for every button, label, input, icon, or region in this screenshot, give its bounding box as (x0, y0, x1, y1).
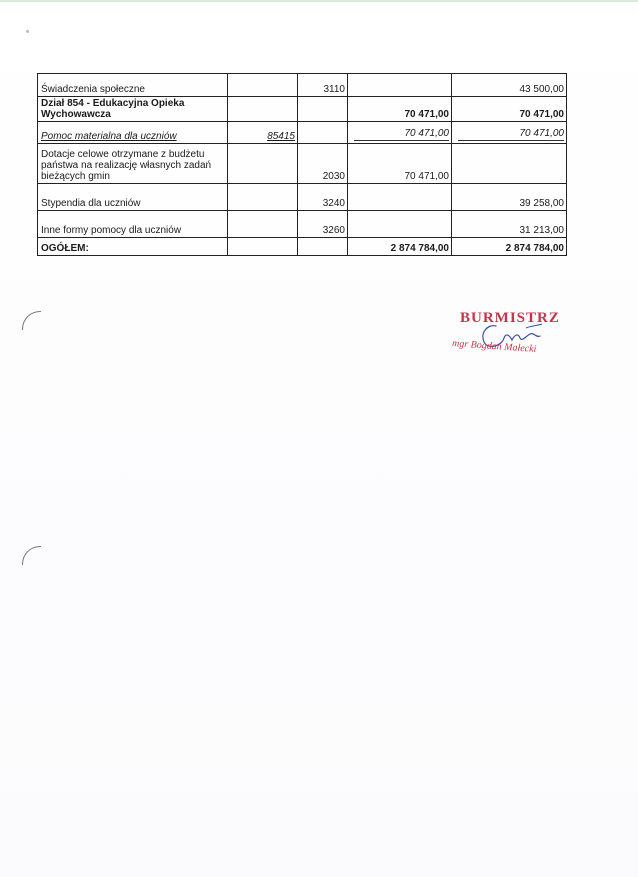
row-col1 (348, 211, 452, 238)
row-name: OGÓŁEM: (38, 238, 228, 256)
row-paragraf: 3110 (298, 74, 348, 97)
table-row (38, 211, 567, 238)
row-dzial (228, 238, 298, 256)
table-row (38, 144, 567, 184)
row-col2-text: 70 471,00 (519, 128, 564, 139)
punch-hole-mark (22, 311, 41, 330)
official-stamp (452, 306, 572, 376)
row-name-text: Pomoc materialna dla uczniów (41, 131, 177, 142)
underline-rule (458, 140, 564, 141)
row-paragraf: 3260 (298, 211, 348, 238)
row-name: Stypendia dla uczniów (38, 184, 228, 211)
row-col2: 43 500,00 (452, 74, 567, 97)
row-col1: 2 874 784,00 (348, 238, 452, 256)
row-name (38, 122, 228, 144)
punch-hole-mark (22, 546, 41, 565)
stamp-title: BURMISTRZ (460, 310, 560, 326)
row-paragraf: 2030 (298, 144, 348, 184)
underline-rule (354, 140, 449, 141)
row-col1 (348, 74, 452, 97)
row-dzial (228, 211, 298, 238)
row-col2: 2 874 784,00 (452, 238, 567, 256)
stamp-name: mgr Bogdan Małecki (451, 338, 537, 355)
table-row (38, 74, 567, 97)
row-col2: 70 471,00 (452, 97, 567, 122)
scan-speck (26, 30, 29, 33)
table-row-total (38, 238, 567, 256)
row-paragraf (298, 238, 348, 256)
row-dzial (228, 97, 298, 122)
row-col2 (452, 144, 567, 184)
row-col1: 70 471,00 (348, 144, 452, 184)
row-paragraf (298, 122, 348, 144)
table-row (38, 97, 567, 122)
row-col1-text: 70 471,00 (404, 128, 449, 139)
row-dzial (228, 122, 298, 144)
row-dzial (228, 74, 298, 97)
row-col2 (452, 122, 567, 144)
row-dzial (228, 184, 298, 211)
row-col2: 31 213,00 (452, 211, 567, 238)
row-col1 (348, 184, 452, 211)
row-name: Świadczenia społeczne (38, 74, 228, 97)
row-paragraf: 3240 (298, 184, 348, 211)
row-paragraf (298, 97, 348, 122)
table-row (38, 184, 567, 211)
scan-edge (0, 0, 638, 2)
table-row (38, 122, 567, 144)
row-name: Dotacje celowe otrzymane z budżetu państwa na realizację własnych zadań bieżących gmin (38, 144, 228, 184)
row-col1: 70 471,00 (348, 97, 452, 122)
row-name: Dział 854 - Edukacyjna Opieka Wychowawcza (38, 97, 228, 122)
row-dzial (228, 144, 298, 184)
row-col1 (348, 122, 452, 144)
row-name: Inne formy pomocy dla uczniów (38, 211, 228, 238)
row-col2: 39 258,00 (452, 184, 567, 211)
row-dzial-text: 85415 (267, 131, 295, 142)
budget-table (37, 73, 567, 256)
